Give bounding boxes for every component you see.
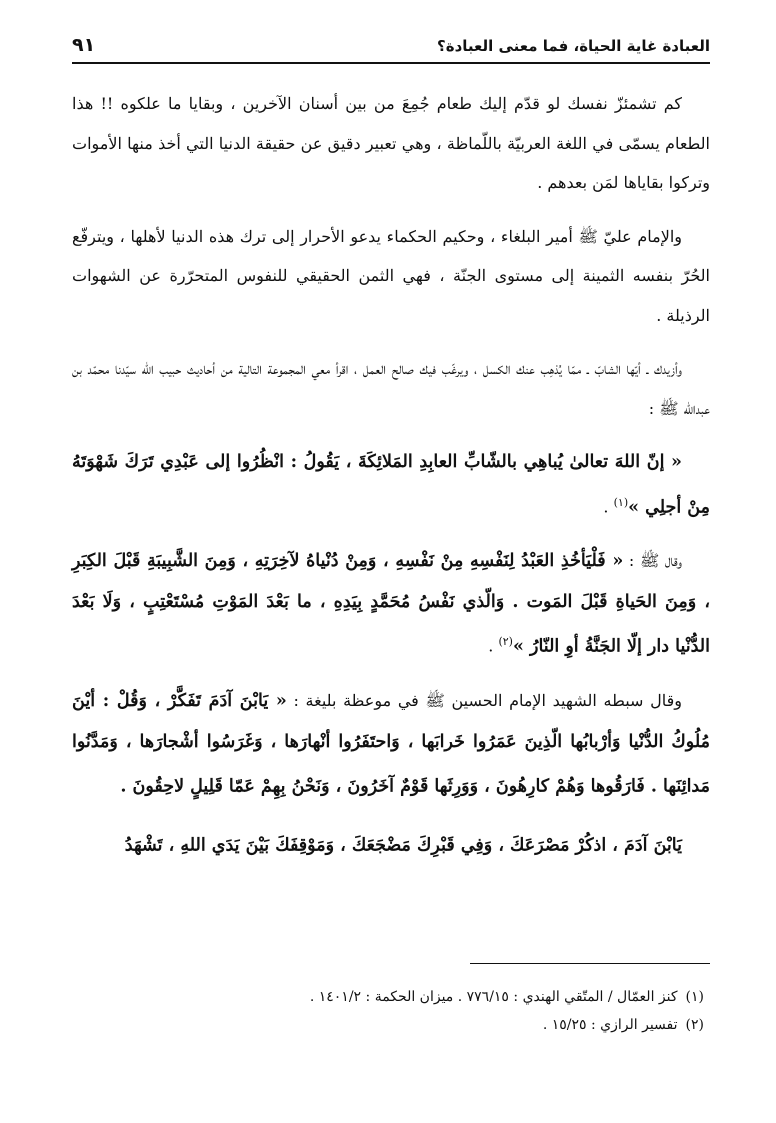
footnote-divider bbox=[470, 963, 710, 964]
footnote-ref: (٢) bbox=[498, 635, 513, 649]
footnotes bbox=[84, 983, 704, 1039]
hadith-paragraph bbox=[72, 821, 710, 866]
footnote-text: كنز العمّال / المتّقي الهندي : ٧٧٦/١٥ . ميزان الحكمة : ١٤٠١/٢ . bbox=[309, 989, 678, 1005]
paragraph: وأزيدك ـ أيّها الشابّ ـ ممّا يُذهِب عنك الكسل ، ويرغّب فيك صالح العمل ، اقرأ معي المجموعة التالية من أحاديث حبيب الله سيّدنا محمّد بن عبدالله ﷺ : bbox=[72, 359, 710, 418]
footnote bbox=[84, 983, 704, 1011]
hadith-paragraph bbox=[72, 681, 710, 807]
page-header bbox=[72, 34, 710, 64]
hadith-paragraph bbox=[72, 541, 710, 667]
hadith-quote: « إنّ اللهَ تعالىٰ يُباهِي بالشّابِّ العابِدِ المَلائِكَةَ ، يَقُولُ : انْظُرُوا إلى عَبْدِي تَرَكَ شَهْوَتَهُ مِنْ أجلِي » bbox=[72, 452, 710, 517]
page-number: ٩١ bbox=[72, 34, 96, 56]
book-page bbox=[72, 34, 710, 866]
running-title: العبادة غاية الحياة، فما معنى العبادة؟ bbox=[437, 37, 710, 55]
page-body bbox=[72, 84, 710, 866]
footnote-number: (٢) bbox=[685, 1017, 704, 1033]
hadith-quote: يَابْنَ آدَمَ ، اذكُرْ مَصْرَعَكَ ، وَفِي قَبْرِكَ مَضْجَعَكَ ، وَمَوْقِفَكَ بَيْنَ يَدَي اللهِ ، تَشْهَدُ bbox=[124, 835, 682, 856]
footnote-text: تفسير الرازي : ١٥/٢٥ . bbox=[542, 1017, 678, 1033]
hadith-paragraph bbox=[72, 442, 710, 527]
hadith-quote: « فَلْيَأخُذِ العَبْدُ لِنَفْسِهِ مِنْ نَفْسِهِ ، وَمِنْ دُنْياهُ لآخِرَتِهِ ، وَمِنَ الشَّبِيبَةِ قَبْلَ الكِبَرِ ، وَمِنَ الحَياةِ قَبْلَ المَوت . وَالّذي نَفْسُ مُحَمَّدٍ بِيَدِهِ ، ما بَعْدَ المَوْتِ مُسْتَعْتِبٍ ، وَلَا بَعْدَ الدُّنْيا دار إلّا الجَنَّةُ أوِ النّارُ » bbox=[72, 551, 710, 657]
footnote-number: (١) bbox=[685, 989, 704, 1005]
paragraph: كم تشمئزّ نفسك لو قدّم إليك طعام جُمِعَ من بين أسنان الآخرين ، وبقايا ما علكوه !! هذا الطعام يسمّى في اللغة العربيّة باللّماظة ، وهي تعبير دقيق عن حقيقة الدنيا التي أخذ منها الأموات وتركوا بقاياها لمَن بعدهم . bbox=[72, 94, 710, 192]
paragraph-tail: . bbox=[488, 636, 499, 656]
footnote bbox=[84, 1011, 704, 1039]
footnote-ref: (١) bbox=[613, 495, 629, 509]
paragraph-lead: وقال ﷺ : bbox=[623, 551, 682, 571]
paragraph-tail: . bbox=[603, 496, 614, 516]
paragraph-lead: وقال سبطه الشهيد الإمام الحسين ﷺ في موعظة بليغة : bbox=[286, 691, 682, 711]
hadith-quote: « يَابْنَ آدَمَ تَفَكَّرْ ، وَقُلْ : أيْنَ مُلُوكُ الدُّنْيا وَأرْبابُها الّذِينَ عَمَرُوا خَرابَها ، وَاحتَفَرُوا أنْهارَها ، وَغَرَسُوا أشْجارَها ، وَمَدَّنُوا مَدائِنَها . فَارَقُوها وَهُمْ كارِهُونَ ، وَوَرِثَها قَوْمٌ آخَرُونَ ، وَنَحْنُ بِهِمْ عَمّا قَلِيلٍ لاحِقُونَ . bbox=[72, 691, 710, 797]
paragraph: والإمام عليّ ﷺ أمير البلغاء ، وحكيم الحكماء يدعو الأحرار إلى ترك هذه الدنيا لأهلها ، ويترفّع الحُرّ بنفسه الثمينة إلى مستوى الجنّة ، فهي الثمن الحقيقي للنفوس المتحرّرة عن الشهوات الرذيلة . bbox=[72, 226, 710, 325]
